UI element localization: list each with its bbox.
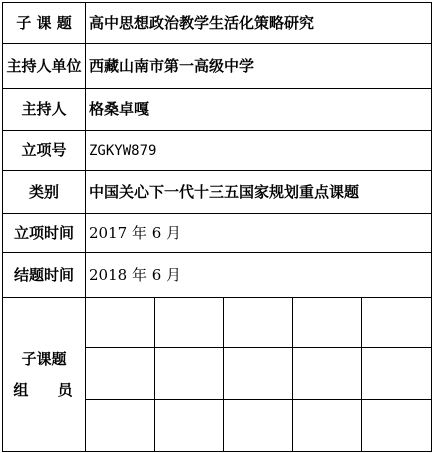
- member-cell: [362, 348, 432, 400]
- sub-topic-value: 高中思想政治教学生活化策略研究: [86, 3, 432, 44]
- table-row: [3, 171, 432, 214]
- host-person-label: 主持人: [3, 89, 86, 131]
- sub-topic-label: 子 课 题: [3, 3, 86, 44]
- table-row: [3, 298, 432, 348]
- members-label: [3, 298, 86, 452]
- member-cell: [86, 348, 155, 400]
- category-value: 中国关心下一代十三五国家规划重点课题: [86, 171, 432, 214]
- host-unit-value: 西藏山南市第一高级中学: [86, 44, 432, 89]
- member-cell: [86, 400, 155, 452]
- start-date-value: 2017 年 6 月: [86, 214, 432, 253]
- table-row: [3, 44, 432, 89]
- member-cell: [293, 298, 362, 348]
- members-label-line2: 组 员: [13, 380, 85, 399]
- members-label-line1: 子课题: [21, 349, 67, 368]
- project-number-value: ZGKYW879: [86, 131, 432, 171]
- table-row: [3, 214, 432, 253]
- member-cell: [86, 298, 155, 348]
- project-number-label: 立项号: [3, 131, 86, 171]
- start-date-label: 立项时间: [3, 214, 86, 253]
- member-cell: [362, 298, 432, 348]
- category-label: 类别: [3, 171, 86, 214]
- member-cell: [293, 348, 362, 400]
- end-date-label: 结题时间: [3, 253, 86, 298]
- table-row: [3, 3, 432, 44]
- table-row: [3, 131, 432, 171]
- end-date-value: 2018 年 6 月: [86, 253, 432, 298]
- table-row: [3, 89, 432, 131]
- member-cell: [224, 298, 293, 348]
- host-person-value: 格桑卓嘎: [86, 89, 432, 131]
- project-info-table: [2, 2, 432, 452]
- member-cell: [155, 298, 224, 348]
- member-cell: [293, 400, 362, 452]
- member-cell: [155, 400, 224, 452]
- member-cell: [224, 348, 293, 400]
- member-cell: [224, 400, 293, 452]
- host-unit-label: 主持人单位: [3, 44, 86, 89]
- member-cell: [155, 348, 224, 400]
- table-row: [3, 253, 432, 298]
- member-cell: [362, 400, 432, 452]
